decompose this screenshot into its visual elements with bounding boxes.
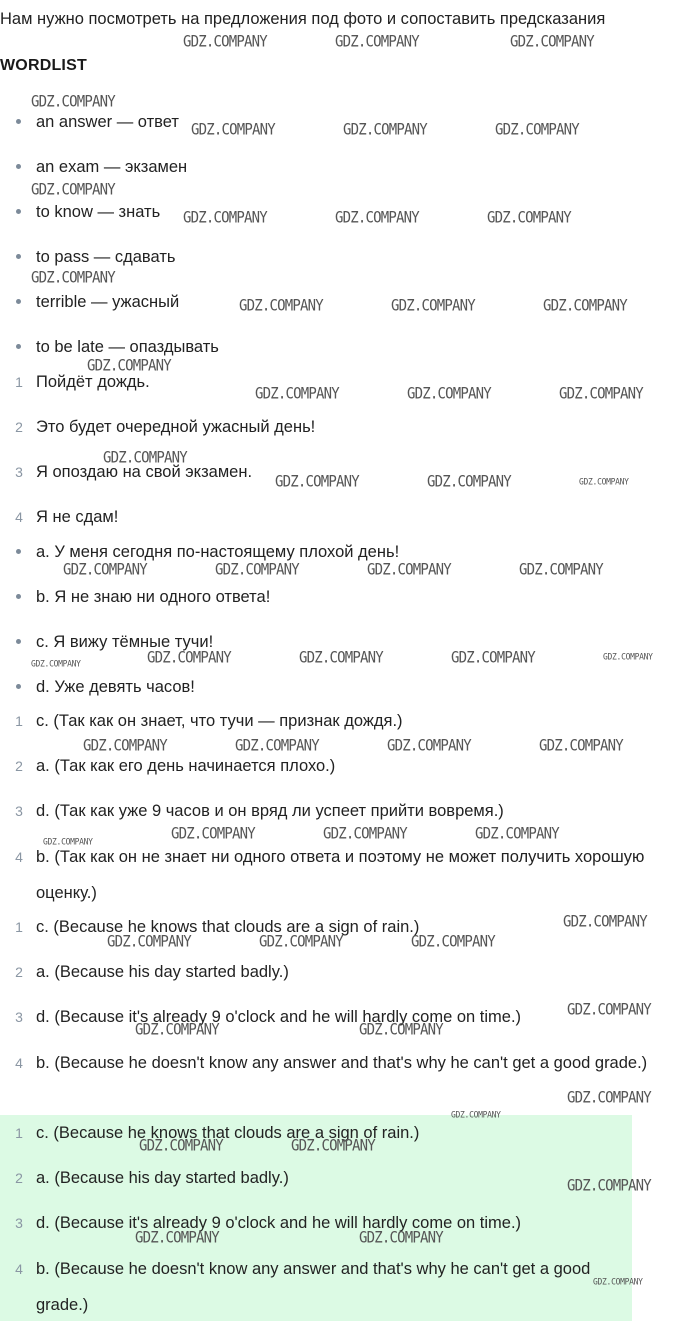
- watermark: GDZ.COMPANY: [103, 448, 187, 468]
- list-number: 1: [15, 1125, 23, 1141]
- answer-ru-item: b. (Так как он не знает ни одного ответа и поэтому не может получить хорошую оценку.): [36, 848, 645, 902]
- list-number: 4: [15, 509, 23, 525]
- option-item: d. Уже девять часов!: [36, 678, 195, 696]
- list-number: 4: [15, 1261, 23, 1277]
- wordlist-item: an answer — ответ: [36, 113, 179, 131]
- watermark: GDZ.COMPANY: [291, 1136, 375, 1156]
- sentence-item: Я опоздаю на свой экзамен.: [36, 463, 253, 481]
- watermark: GDZ.COMPANY: [510, 32, 594, 52]
- watermark: GDZ.COMPANY: [359, 1020, 443, 1040]
- wordlist-item: to pass — сдавать: [36, 248, 176, 266]
- watermark: GDZ.COMPANY: [411, 932, 495, 952]
- list-number: 3: [15, 1009, 23, 1025]
- watermark: GDZ.COMPANY: [31, 658, 81, 669]
- list-number: 2: [15, 1170, 23, 1186]
- answer-final-item: c. (Because he knows that clouds are a sign of rain.): [36, 1124, 420, 1142]
- watermark: GDZ.COMPANY: [63, 560, 147, 580]
- watermark: GDZ.COMPANY: [335, 208, 419, 228]
- answer-en-item: a. (Because his day started badly.): [36, 963, 289, 981]
- option-item: b. Я не знаю ни одного ответа!: [36, 588, 271, 606]
- watermark: GDZ.COMPANY: [475, 824, 559, 844]
- watermark: GDZ.COMPANY: [183, 208, 267, 228]
- watermark: GDZ.COMPANY: [83, 736, 167, 756]
- list-number: 4: [15, 849, 23, 865]
- watermark: GDZ.COMPANY: [323, 824, 407, 844]
- answer-ru-item: d. (Так как уже 9 часов и он вряд ли успеет прийти вовремя.): [36, 802, 504, 820]
- intro-text: Нам нужно посмотреть на предложения под фото и сопоставить предсказания: [0, 10, 606, 28]
- watermark: GDZ.COMPANY: [367, 560, 451, 580]
- watermark: GDZ.COMPANY: [335, 32, 419, 52]
- sentence-item: Это будет очередной ужасный день!: [36, 418, 316, 436]
- list-number: 2: [15, 758, 23, 774]
- watermark: GDZ.COMPANY: [239, 296, 323, 316]
- wordlist-item: an exam — экзамен: [36, 158, 188, 176]
- watermark: GDZ.COMPANY: [87, 356, 171, 376]
- watermark: GDZ.COMPANY: [191, 120, 275, 140]
- watermark: GDZ.COMPANY: [135, 1020, 219, 1040]
- list-number: 2: [15, 964, 23, 980]
- watermark: GDZ.COMPANY: [31, 180, 115, 200]
- watermark: GDZ.COMPANY: [107, 932, 191, 952]
- watermark: GDZ.COMPANY: [451, 1109, 501, 1120]
- answer-final-item: b. (Because he doesn't know any answer and that's why he can't get a good grade.): [36, 1260, 591, 1314]
- watermark: GDZ.COMPANY: [563, 912, 647, 932]
- answer-final-item: d. (Because it's already 9 o'clock and he will hardly come on time.): [36, 1214, 522, 1232]
- bullet-icon: [16, 119, 21, 124]
- watermark: GDZ.COMPANY: [519, 560, 603, 580]
- list-number: 4: [15, 1055, 23, 1071]
- bullet-icon: [16, 594, 21, 599]
- answer-en-item: b. (Because he doesn't know any answer and that's why he can't get a good grade.): [36, 1054, 648, 1072]
- watermark: GDZ.COMPANY: [235, 736, 319, 756]
- answer-ru-item: a. (Так как его день начинается плохо.): [36, 757, 336, 775]
- watermark: GDZ.COMPANY: [543, 296, 627, 316]
- bullet-icon: [16, 684, 21, 689]
- answer-en-item: c. (Because he knows that clouds are a sign of rain.): [36, 918, 420, 936]
- watermark: GDZ.COMPANY: [567, 1088, 651, 1108]
- sentence-item: Пойдёт дождь.: [36, 373, 150, 391]
- option-item: a. У меня сегодня по-настоящему плохой день!: [36, 543, 400, 561]
- list-number: 3: [15, 464, 23, 480]
- watermark: GDZ.COMPANY: [407, 384, 491, 404]
- answer-ru-item: c. (Так как он знает, что тучи — признак дождя.): [36, 712, 403, 730]
- watermark: GDZ.COMPANY: [567, 1000, 651, 1020]
- watermark: GDZ.COMPANY: [593, 1276, 643, 1287]
- bullet-icon: [16, 164, 21, 169]
- watermark: GDZ.COMPANY: [135, 1228, 219, 1248]
- list-number: 3: [15, 1215, 23, 1231]
- watermark: GDZ.COMPANY: [603, 651, 653, 662]
- watermark: GDZ.COMPANY: [139, 1136, 223, 1156]
- list-number: 1: [15, 713, 23, 729]
- watermark: GDZ.COMPANY: [579, 476, 629, 487]
- watermark: GDZ.COMPANY: [495, 120, 579, 140]
- list-number: 2: [15, 419, 23, 435]
- watermark: GDZ.COMPANY: [255, 384, 339, 404]
- wordlist-heading: WORDLIST: [0, 57, 87, 74]
- bullet-icon: [16, 344, 21, 349]
- watermark: GDZ.COMPANY: [559, 384, 643, 404]
- watermark: GDZ.COMPANY: [343, 120, 427, 140]
- watermark: GDZ.COMPANY: [299, 648, 383, 668]
- list-number: 1: [15, 374, 23, 390]
- watermark: GDZ.COMPANY: [43, 836, 93, 847]
- watermark: GDZ.COMPANY: [171, 824, 255, 844]
- watermark: GDZ.COMPANY: [427, 472, 511, 492]
- wordlist-item: to be late — опаздывать: [36, 338, 219, 356]
- answer-en-item: d. (Because it's already 9 o'clock and he will hardly come on time.): [36, 1008, 522, 1026]
- watermark: GDZ.COMPANY: [215, 560, 299, 580]
- bullet-icon: [16, 639, 21, 644]
- answer-final-item: a. (Because his day started badly.): [36, 1169, 289, 1187]
- wordlist-item: terrible — ужасный: [36, 293, 180, 311]
- watermark: GDZ.COMPANY: [183, 32, 267, 52]
- watermark: GDZ.COMPANY: [31, 268, 115, 288]
- watermark: GDZ.COMPANY: [539, 736, 623, 756]
- wordlist-item: to know — знать: [36, 203, 161, 221]
- bullet-icon: [16, 299, 21, 304]
- watermark: GDZ.COMPANY: [147, 648, 231, 668]
- watermark: GDZ.COMPANY: [451, 648, 535, 668]
- watermark: GDZ.COMPANY: [275, 472, 359, 492]
- bullet-icon: [16, 254, 21, 259]
- watermark: GDZ.COMPANY: [387, 736, 471, 756]
- watermark: GDZ.COMPANY: [567, 1176, 651, 1196]
- watermark: GDZ.COMPANY: [31, 92, 115, 112]
- list-number: 1: [15, 919, 23, 935]
- watermark: GDZ.COMPANY: [487, 208, 571, 228]
- watermark: GDZ.COMPANY: [391, 296, 475, 316]
- watermark: GDZ.COMPANY: [359, 1228, 443, 1248]
- watermark: GDZ.COMPANY: [259, 932, 343, 952]
- option-item: c. Я вижу тёмные тучи!: [36, 633, 214, 651]
- bullet-icon: [16, 549, 21, 554]
- bullet-icon: [16, 209, 21, 214]
- list-number: 3: [15, 803, 23, 819]
- sentence-item: Я не сдам!: [36, 508, 119, 526]
